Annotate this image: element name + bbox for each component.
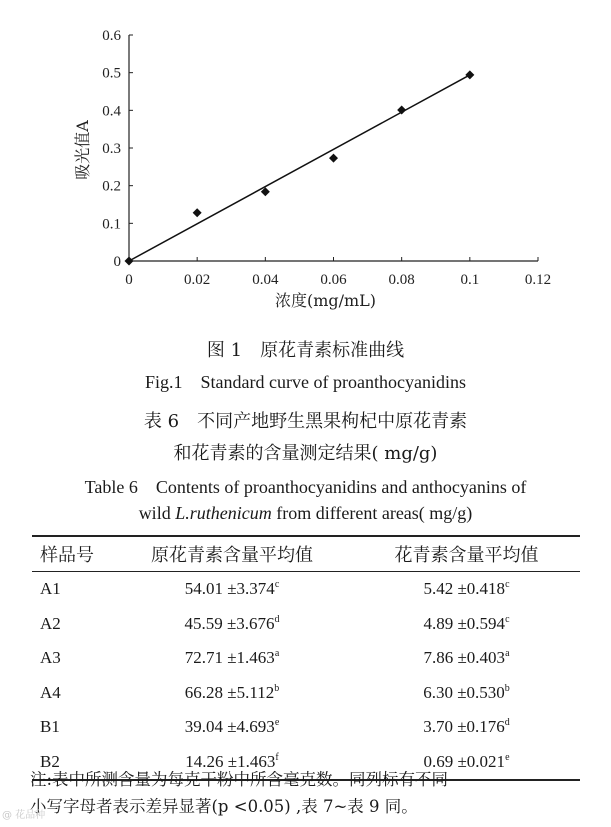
sample-id-cell [32, 572, 111, 607]
value: 7.86 ±0.403 [423, 648, 506, 668]
content-table [32, 535, 580, 781]
table-row [32, 710, 580, 745]
sample-id-cell [32, 641, 111, 676]
anthocyanin-cell [353, 676, 580, 711]
fit-line [129, 75, 470, 261]
x-tick-label: 0.12 [524, 272, 552, 288]
significance-letter: f [275, 751, 279, 763]
figure-caption-zh: 图 1 原花青素标准曲线 [206, 340, 405, 361]
sample-id: A2 [40, 613, 61, 633]
y-tick-label: 0.2 [102, 178, 121, 195]
value: 45.59 ±3.676 [184, 613, 275, 633]
significance-letter: d [274, 613, 280, 625]
anthocyanin-cell [353, 607, 580, 642]
y-axis-title: 吸光值A [73, 120, 92, 180]
anthocyanin-cell [353, 641, 580, 676]
table-row [32, 676, 580, 711]
value: 4.89 ±0.594 [423, 613, 506, 633]
significance-letter: e [505, 751, 510, 763]
significance-letter: b [504, 682, 510, 694]
y-tick-label: 0 [113, 254, 121, 270]
table-caption-en-suffix: from different areas( mg/g) [271, 503, 473, 523]
sample-id: B1 [40, 717, 60, 737]
value: 5.42 ±0.418 [423, 579, 506, 599]
value: 14.26 ±1.463 [185, 751, 276, 771]
table-caption-en-line1: Table 6 Contents of proanthocyanidins and anthocyanins of [84, 477, 527, 497]
table-note-line2: 小写字母者表示差异显著(p <0.05) ,表 7~表 9 同。 [30, 797, 418, 816]
x-tick-label: 0 [125, 272, 133, 288]
value: 54.01 ±3.374 [184, 579, 275, 599]
x-tick-label: 0.06 [320, 272, 347, 288]
x-tick-label: 0.1 [460, 272, 480, 288]
significance-letter: b [274, 682, 280, 694]
significance-letter: d [504, 717, 510, 729]
sample-id-cell [32, 676, 111, 711]
proanthocyanidin-cell [111, 676, 353, 711]
y-tick-label: 0.6 [102, 28, 121, 44]
table-caption-zh-line1: 表 6 不同产地野生黑果枸杞中原花青素 [143, 411, 468, 432]
table-row [32, 641, 580, 676]
proanthocyanidin-cell [111, 607, 353, 642]
header-proanthocyanidins: 原花青素含量平均值 [111, 536, 353, 572]
significance-letter: c [505, 613, 510, 625]
sample-id-cell [32, 607, 111, 642]
anthocyanin-cell [353, 572, 580, 607]
sample-id: A3 [40, 648, 61, 668]
sample-id: A4 [40, 682, 61, 702]
header-sample-id: 样品号 [32, 536, 111, 572]
x-tick-label: 0.08 [388, 272, 415, 288]
proanthocyanidin-cell [111, 641, 353, 676]
y-tick-label: 0.1 [102, 216, 121, 233]
anthocyanin-cell [353, 710, 580, 745]
proanthocyanidin-cell [111, 572, 353, 607]
y-tick-label: 0.3 [102, 141, 121, 157]
species-name: L.ruthenicum [175, 503, 272, 523]
x-axis-title: 浓度(mg/mL) [274, 291, 377, 310]
table-row [32, 572, 580, 607]
value: 3.70 ±0.176 [423, 717, 505, 737]
proanthocyanidin-cell [111, 710, 353, 745]
table-caption-zh-line2: 和花青素的含量测定结果( mg/g) [173, 443, 438, 464]
significance-letter: c [274, 579, 280, 591]
y-tick-label: 0.4 [102, 103, 121, 120]
value: 0.69 ±0.021 [423, 751, 506, 771]
sample-id: A1 [40, 579, 61, 599]
value: 72.71 ±1.463 [184, 648, 275, 668]
table-row [32, 607, 580, 642]
significance-letter: e [274, 717, 280, 729]
header-anthocyanins: 花青素含量平均值 [353, 536, 580, 572]
sample-id: B2 [40, 751, 60, 771]
table-note-line1: 注:表中所测含量为每克干粉中所含毫克数。同列标有不同 [30, 770, 449, 789]
value: 66.28 ±5.112 [184, 682, 275, 702]
significance-letter: a [274, 648, 280, 660]
figure-caption-en: Fig.1 Standard curve of proanthocyanidins [145, 372, 466, 392]
watermark: @ 花品种 [2, 810, 46, 821]
value: 39.04 ±4.693 [184, 717, 275, 737]
significance-letter: c [505, 579, 510, 591]
data-point [193, 208, 202, 217]
significance-letter: a [505, 648, 510, 660]
value: 6.30 ±0.530 [423, 682, 505, 702]
table-header-row [32, 536, 580, 572]
sample-id-cell [32, 710, 111, 745]
standard-curve-chart [0, 0, 611, 335]
table-caption-en-prefix: wild [138, 503, 176, 523]
x-tick-label: 0.04 [252, 272, 279, 288]
x-tick-label: 0.02 [184, 272, 211, 288]
table-note [30, 766, 590, 820]
data-point [329, 154, 338, 163]
data-point [465, 70, 474, 79]
y-tick-label: 0.5 [102, 65, 121, 82]
table-caption-en-line2 [0, 503, 611, 524]
data-point [125, 257, 134, 266]
